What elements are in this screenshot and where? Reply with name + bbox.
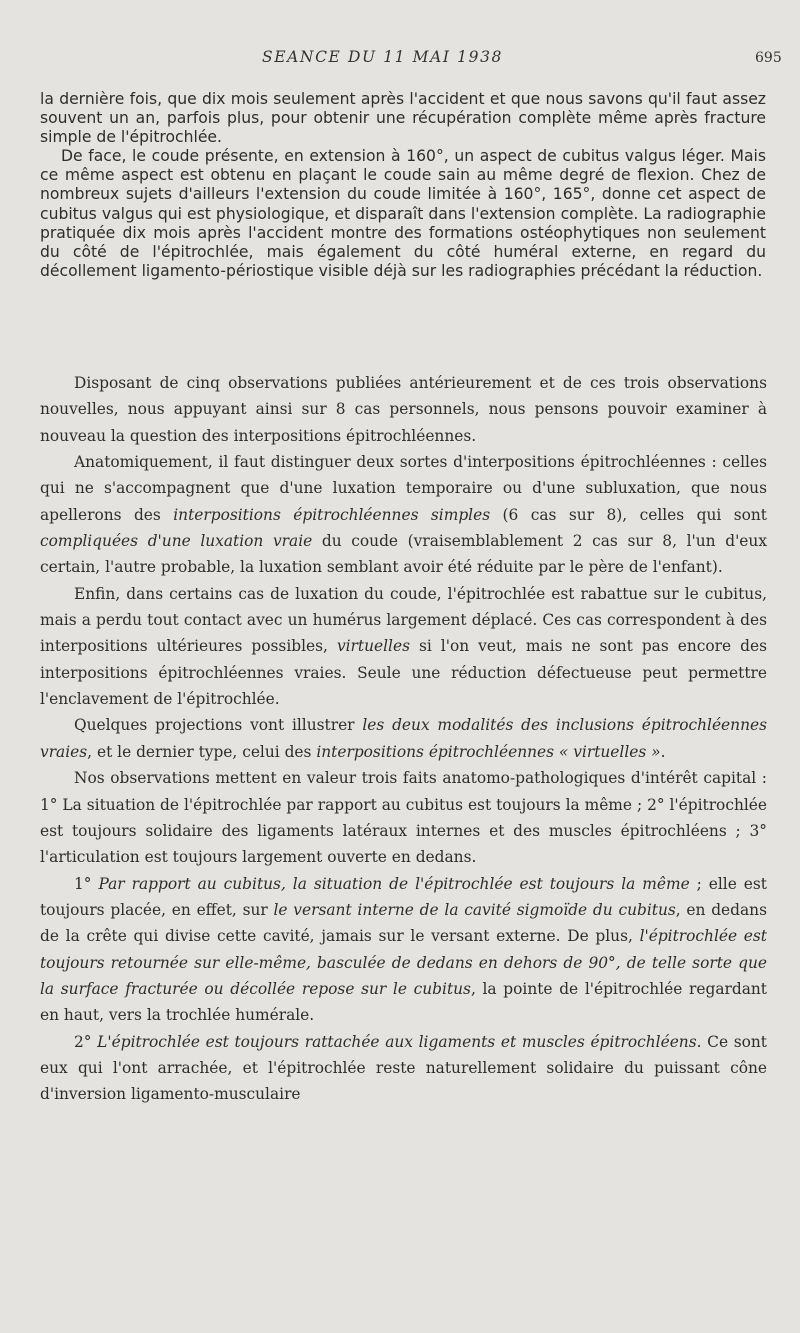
paragraph — [40, 581, 767, 713]
text-run: 1° — [74, 874, 99, 893]
italic-phrase: compliquées d'une luxation vraie — [40, 532, 313, 551]
text-run: . — [660, 742, 666, 761]
small-print-section — [40, 90, 766, 281]
paragraph: la dernière fois, que dix mois seulement après l'accident et que nous savons qu'il faut assez souvent un an, parfois plus, pour obtenir une récupération complète même après fracture simple de l'épitrochlée. — [40, 90, 766, 147]
text-run: du coude (vraisemblablement 2 cas sur 8, l'un d'eux certain, l'autre probable, la luxation semblant avoir été réduite par le père de l'enfant). — [40, 532, 767, 577]
text-run: Quelques projections vont illustrer — [74, 716, 363, 735]
text-run: (6 cas sur 8), celles qui sont — [490, 505, 767, 524]
text-run: Enfin, dans certains cas de luxation du coude, l'épitrochlée est rabattue sur le cubitus, mais a perdu tout contact avec un humérus largement déplacé. Ces cas correspondent à des interpositions ultérieures possibles, — [40, 584, 767, 656]
running-title: SEANCE DU 11 MAI 1938 — [262, 48, 504, 66]
italic-phrase: interpositions épitrochléennes « virtuelles » — [316, 742, 661, 761]
paragraph: Disposant de cinq observations publiées antérieurement et de ces trois observations nouvelles, nous appuyant ainsi sur 8 cas personnels, nous pensons pouvoir examiner à nouveau la question des interpositions épitrochléennes. — [40, 374, 767, 445]
italic-phrase: les deux modalités des inclusions épitrochléennes vraies — [40, 716, 767, 761]
italic-phrase: le versant interne de la cavité sigmoïde du cubitus — [273, 900, 676, 919]
text-run: ; elle est toujours placée, en effet, sur — [40, 874, 767, 919]
text-run: Ce sont eux qui l'ont arrachée, et l'épitrochlée reste naturellement solidaire du puissant cône d'inversion ligamento-musculaire — [40, 1032, 767, 1104]
paragraph: Nos observations mettent en valeur trois faits anatomo-pathologiques d'intérêt capital : 1° La situation de l'épitrochlée par rapport au cubitus est toujours la même ; 2° l'épitrochlée est toujours solidaire des ligaments latéraux internes et des muscles épitrochléens ; 3° l'articulation est toujours largement ouverte en dedans. — [40, 769, 767, 867]
paragraph — [40, 871, 767, 1029]
paragraph — [40, 449, 767, 581]
italic-phrase: virtuelles — [336, 637, 410, 656]
paragraph — [40, 1029, 767, 1108]
italic-phrase: l'épitrochlée est toujours retournée sur elle-même, basculée de dedans en dehors de 90°, de telle sorte que la surface fracturée ou décollée repose sur le cubitus — [40, 927, 767, 998]
text-run: si l'on veut, mais ne sont pas encore des interpositions épitrochléennes vraies. Seule une réduction défectueuse peut permettre l'enclavement de l'épitrochlée. — [40, 637, 767, 709]
text-run: , et le dernier type, celui des — [87, 742, 317, 761]
text-run: Anatomiquement, il faut distinguer deux sortes d'interpositions épitrochléennes : celles qui ne s'accompagnent que d'une luxation temporaire ou d'une subluxation, que nous apellerons des — [40, 453, 767, 524]
main-body-section — [40, 370, 767, 1108]
page-number: 695 — [755, 50, 782, 66]
italic-phrase: Par rapport au cubitus, la situation de l'épitrochlée est toujours la même — [98, 874, 690, 893]
italic-phrase: interpositions épitrochléennes simples — [173, 505, 491, 524]
text-run: , la pointe de l'épitrochlée regardant en haut, vers la trochlée humérale. — [40, 979, 767, 1025]
paragraph — [40, 712, 767, 765]
text-run: , en dedans de la crête qui divise cette cavité, jamais sur le versant externe. De plus, — [40, 900, 767, 946]
italic-phrase: L'épitrochlée est toujours rattachée aux ligaments et muscles épitrochléens. — [97, 1032, 702, 1051]
paragraph: De face, le coude présente, en extension à 160°, un aspect de cubitus valgus léger. Mais ce même aspect est obtenu en plaçant le coude sain au même degré de flexion. Chez de nombreux sujets d'ailleurs l'extension du coude limitée à 160°, 165°, donne cet aspect de cubitus valgus qui est physiologique, et disparaît dans l'extension complète. La radiographie pratiquée dix mois après l'accident montre des formations ostéophytiques non seulement du côté de l'épitrochlée, mais également du côté huméral externe, en regard du décollement ligamento-périostique visible déjà sur les radiographies précédant la réduction. — [40, 147, 766, 280]
text-run: 2° — [74, 1032, 98, 1051]
